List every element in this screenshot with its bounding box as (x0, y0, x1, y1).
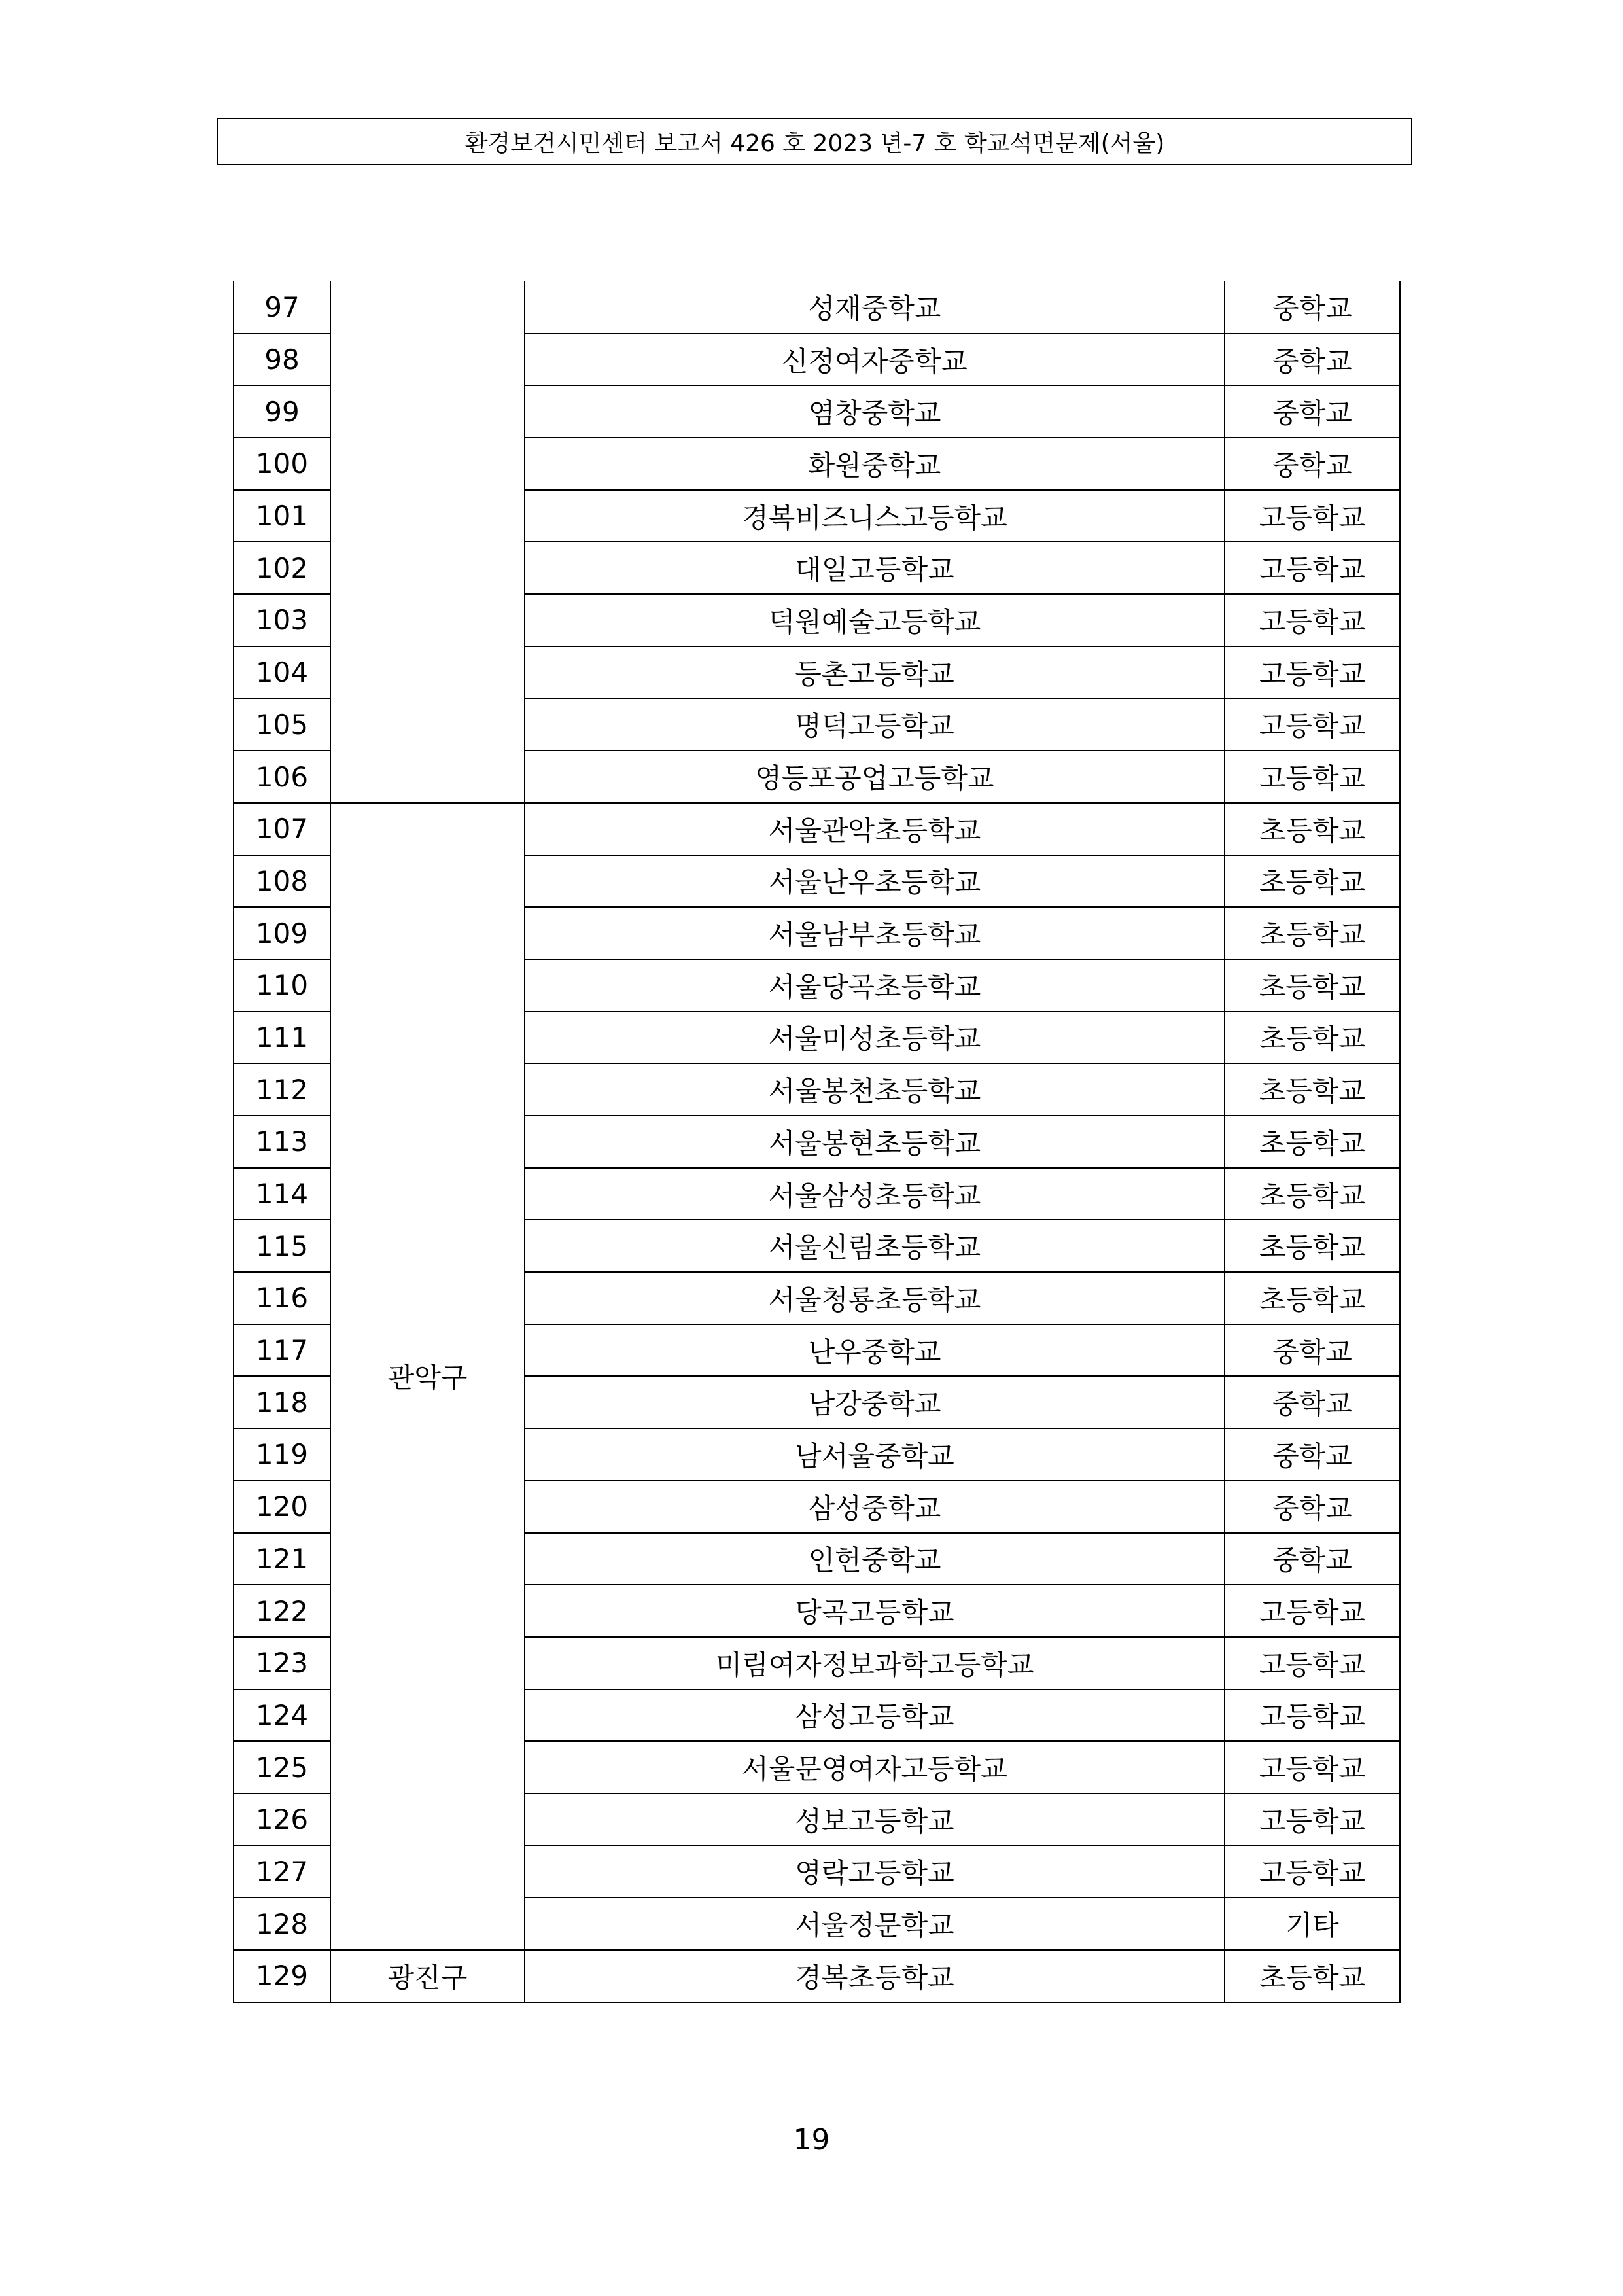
school-type-cell: 중학교 (1225, 334, 1400, 386)
school-name-cell: 경복비즈니스고등학교 (525, 490, 1225, 542)
row-number-cell: 118 (234, 1376, 330, 1428)
school-name-cell: 성보고등학교 (525, 1793, 1225, 1846)
school-name-cell: 서울신림초등학교 (525, 1220, 1225, 1272)
school-name-cell: 화원중학교 (525, 438, 1225, 490)
school-name-cell: 서울봉현초등학교 (525, 1116, 1225, 1168)
school-name-cell: 서울문영여자고등학교 (525, 1741, 1225, 1793)
row-number-cell: 123 (234, 1637, 330, 1689)
report-header (217, 118, 1412, 165)
school-type-cell: 중학교 (1225, 1324, 1400, 1377)
row-number-cell: 116 (234, 1272, 330, 1324)
school-type-cell: 초등학교 (1225, 1012, 1400, 1064)
school-type-cell: 초등학교 (1225, 959, 1400, 1012)
row-number-cell: 126 (234, 1793, 330, 1846)
school-list-table (233, 281, 1401, 2003)
page-number: 19 (793, 2123, 830, 2157)
row-number-cell: 111 (234, 1012, 330, 1064)
school-name-cell: 서울남부초등학교 (525, 907, 1225, 959)
school-type-cell: 초등학교 (1225, 1220, 1400, 1272)
row-number-cell: 129 (234, 1950, 330, 2002)
school-type-cell: 초등학교 (1225, 1272, 1400, 1324)
school-type-cell: 고등학교 (1225, 594, 1400, 646)
row-number-cell: 100 (234, 438, 330, 490)
row-number-cell: 99 (234, 385, 330, 438)
row-number-cell: 104 (234, 646, 330, 699)
school-name-cell: 서울미성초등학교 (525, 1012, 1225, 1064)
school-type-cell: 고등학교 (1225, 699, 1400, 751)
school-type-cell: 고등학교 (1225, 542, 1400, 594)
row-number-cell: 125 (234, 1741, 330, 1793)
school-type-cell: 초등학교 (1225, 1168, 1400, 1220)
row-number-cell: 109 (234, 907, 330, 959)
row-number-cell: 110 (234, 959, 330, 1012)
school-type-cell: 고등학교 (1225, 1793, 1400, 1846)
school-type-cell: 초등학교 (1225, 1950, 1400, 2002)
school-type-cell: 고등학교 (1225, 1846, 1400, 1898)
school-name-cell: 서울삼성초등학교 (525, 1168, 1225, 1220)
school-name-cell: 난우중학교 (525, 1324, 1225, 1377)
district-cell (330, 281, 525, 803)
row-number-cell: 98 (234, 334, 330, 386)
school-name-cell: 영락고등학교 (525, 1846, 1225, 1898)
row-number-cell: 97 (234, 281, 330, 334)
school-type-cell: 고등학교 (1225, 1741, 1400, 1793)
school-name-cell: 남서울중학교 (525, 1428, 1225, 1481)
row-number-cell: 101 (234, 490, 330, 542)
school-name-cell: 서울당곡초등학교 (525, 959, 1225, 1012)
row-number-cell: 121 (234, 1533, 330, 1585)
report-header-title: 환경보건시민센터 보고서 426 호 2023 년-7 호 학교석면문제(서울) (464, 130, 1165, 157)
row-number-cell: 128 (234, 1898, 330, 1950)
table-row (234, 281, 1400, 334)
school-name-cell: 삼성고등학교 (525, 1689, 1225, 1742)
row-number-cell: 112 (234, 1063, 330, 1116)
row-number-cell: 114 (234, 1168, 330, 1220)
row-number-cell: 103 (234, 594, 330, 646)
school-name-cell: 삼성중학교 (525, 1481, 1225, 1533)
row-number-cell: 107 (234, 803, 330, 855)
school-type-cell: 고등학교 (1225, 751, 1400, 803)
school-name-cell: 서울청룡초등학교 (525, 1272, 1225, 1324)
school-type-cell: 기타 (1225, 1898, 1400, 1950)
school-name-cell: 염창중학교 (525, 385, 1225, 438)
school-name-cell: 대일고등학교 (525, 542, 1225, 594)
school-type-cell: 중학교 (1225, 385, 1400, 438)
school-type-cell: 초등학교 (1225, 803, 1400, 855)
school-type-cell: 초등학교 (1225, 907, 1400, 959)
row-number-cell: 122 (234, 1585, 330, 1637)
row-number-cell: 120 (234, 1481, 330, 1533)
school-type-cell: 초등학교 (1225, 1116, 1400, 1168)
school-name-cell: 남강중학교 (525, 1376, 1225, 1428)
table-row (234, 803, 1400, 855)
row-number-cell: 115 (234, 1220, 330, 1272)
row-number-cell: 105 (234, 699, 330, 751)
school-type-cell: 중학교 (1225, 1376, 1400, 1428)
school-name-cell: 영등포공업고등학교 (525, 751, 1225, 803)
district-cell: 광진구 (330, 1950, 525, 2002)
row-number-cell: 106 (234, 751, 330, 803)
school-type-cell: 고등학교 (1225, 1585, 1400, 1637)
row-number-cell: 119 (234, 1428, 330, 1481)
school-type-cell: 중학교 (1225, 281, 1400, 334)
school-name-cell: 명덕고등학교 (525, 699, 1225, 751)
row-number-cell: 113 (234, 1116, 330, 1168)
school-type-cell: 고등학교 (1225, 1689, 1400, 1742)
school-type-cell: 고등학교 (1225, 1637, 1400, 1689)
row-number-cell: 127 (234, 1846, 330, 1898)
table-row (234, 1950, 1400, 2002)
school-name-cell: 등촌고등학교 (525, 646, 1225, 699)
school-name-cell: 서울정문학교 (525, 1898, 1225, 1950)
school-type-cell: 중학교 (1225, 1428, 1400, 1481)
school-name-cell: 당곡고등학교 (525, 1585, 1225, 1637)
school-name-cell: 서울봉천초등학교 (525, 1063, 1225, 1116)
row-number-cell: 117 (234, 1324, 330, 1377)
district-cell: 관악구 (330, 803, 525, 1950)
school-name-cell: 인헌중학교 (525, 1533, 1225, 1585)
school-type-cell: 초등학교 (1225, 1063, 1400, 1116)
school-type-cell: 고등학교 (1225, 490, 1400, 542)
row-number-cell: 102 (234, 542, 330, 594)
school-name-cell: 신정여자중학교 (525, 334, 1225, 386)
school-name-cell: 서울관악초등학교 (525, 803, 1225, 855)
school-name-cell: 미림여자정보과학고등학교 (525, 1637, 1225, 1689)
school-type-cell: 고등학교 (1225, 646, 1400, 699)
school-type-cell: 중학교 (1225, 1533, 1400, 1585)
school-type-cell: 중학교 (1225, 1481, 1400, 1533)
school-type-cell: 중학교 (1225, 438, 1400, 490)
school-name-cell: 덕원예술고등학교 (525, 594, 1225, 646)
row-number-cell: 124 (234, 1689, 330, 1742)
school-name-cell: 성재중학교 (525, 281, 1225, 334)
school-name-cell: 경복초등학교 (525, 1950, 1225, 2002)
school-type-cell: 초등학교 (1225, 855, 1400, 908)
row-number-cell: 108 (234, 855, 330, 908)
school-list-table-body (234, 281, 1400, 2002)
school-name-cell: 서울난우초등학교 (525, 855, 1225, 908)
